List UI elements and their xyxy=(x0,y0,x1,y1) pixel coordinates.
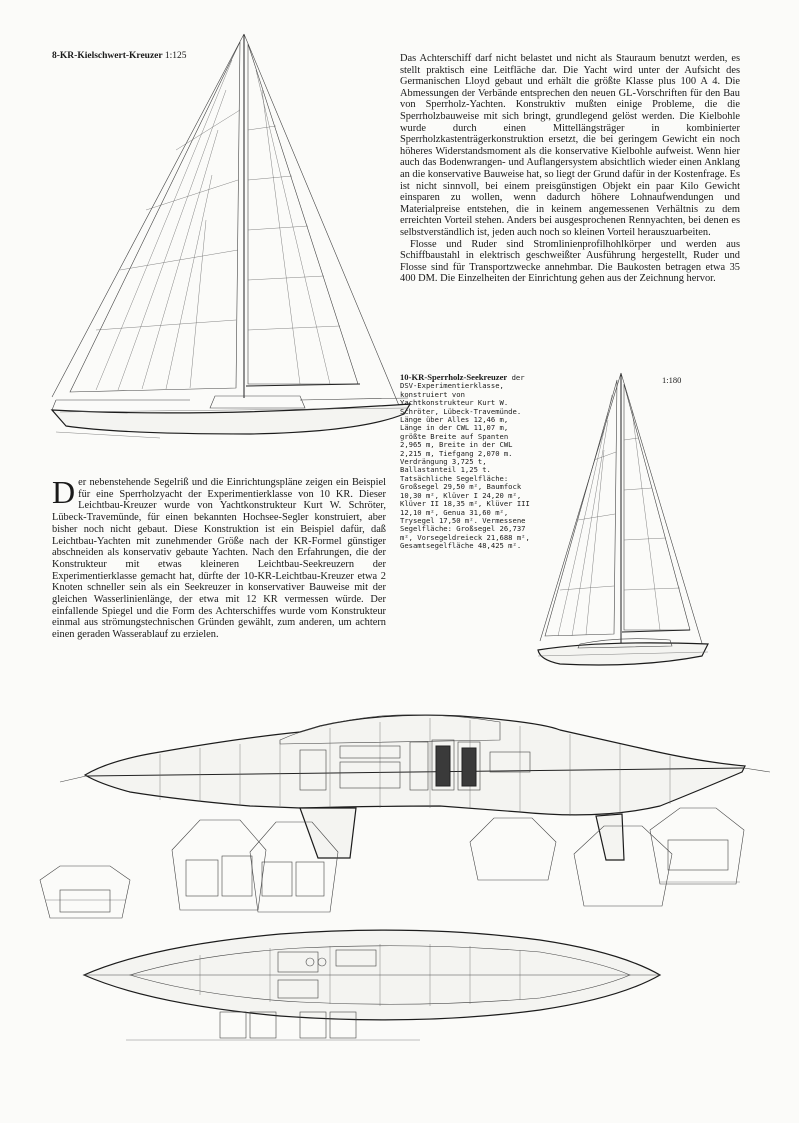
specs-text: der DSV-Experimentierklasse, konstruiert von Yachtkonstrukteur Kurt W. Schröter, Lübeck-Travemünde. Länge über Alles 12,46 m, Länge in der CWL 11,07 m, größte Breite auf Spanten 2,965 m, Breite in der CWL 2,215 m, Tiefgang 2,070 m. Verdrängung 3,725 t, Ballastanteil 1,25 t. Tatsächliche Segelfläche: Großsegel 29,50 m², Baumfock 10,30 m², Klüver I 24,20 m², Klüver II 18,35 m², Klüver III 12,10 m², Genua 31,60 m², Trysegel 17,50 m². Vermessene Segelfläche: Großsegel 26,737 m², Vorsegeldreieck 21,688 m², Gesamtsegelfläche 48,425 m². xyxy=(400,373,530,551)
caption-scale: 1:125 xyxy=(164,51,187,61)
sail-plan-10kr xyxy=(538,373,708,665)
article-right-column xyxy=(400,53,740,285)
sail-plan-8kr-caption xyxy=(52,51,186,61)
article-paragraph: Flosse und Ruder sind Stromlinienprofilhohlkörper und werden aus Schiffbaustahl in elektrisch geschweißter Ausführung hergestellt, Ruder und Flosse sind für Transportzwecke annehmbar. Die Baukosten betragen etwa 35 400 DM. Die Einzelheiten der Einrichtung gehen aus der Zeichnung hervor. xyxy=(400,238,740,285)
specs-block xyxy=(400,373,530,551)
article-paragraph: er nebenstehende Segelriß und die Einrichtungspläne zeigen ein Beispiel für eine Sperrholzyacht der Experimentierklasse von 10 KR. Dieser Leichtbau-Kreuzer wurde von Yachtkonstrukteur Kurt W. Schröter, Lübeck-Travemünde, für einen bekannten Hochsee-Segler konstruiert, aber bisher noch nicht gebaut. Diese Konstruktion ist ein Beispiel dafür, daß Leichtbau-Yachten mit zunehmender Größe nach der KR-Formel günstiger abschneiden als konservativ gebaute Yachten. Nach den Erfahrungen, die der Konstrukteur mit etwas kleineren Leichtbau-Seekreuzern der Experimentierklasse gemacht hat, dürfte der 10-KR-Leichtbau-Kreuzer etwa 2 Knoten schneller sein als ein Seekreuzer in konservativer Bauweise mit der gleichen Wasserlinienlänge, der etwa mit 12 KR vermessen würde. Der einfallende Spiegel und die Form des Achterschiffes wurde vom Konstrukteur einmal aus strömungstechnischen Gründen gewählt, zum anderen, um achtern einen geraden Wasserablauf zu erzielen. xyxy=(52,477,386,641)
article-left-column xyxy=(52,474,386,641)
interior-profile-drawing xyxy=(60,715,770,860)
deck-plan-drawing xyxy=(84,930,660,1040)
cross-sections xyxy=(40,808,744,918)
sail-plan-10kr-scale: 1:180 xyxy=(662,375,682,385)
caption-title: 8-KR-Kielschwert-Kreuzer xyxy=(52,51,163,61)
article-paragraph: Das Achterschiff darf nicht belastet und nicht als Stauraum benutzt werden, es stellt praktisch eine Leitfläche dar. Die Yacht wird unter der Aufsicht des Germanischen Lloyd gebaut und erhält die größte Klasse plus 100 A 4. Die Abmessungen der Verbände entsprechen den neuen GL-Vorschriften für den Bau von Sperrholz-Yachten. Konstruktiv mußten einige Probleme, die die Sperrholzbauweise mit sich bringt, grundlegend gelöst werden. Die Kielbohle wurde durch einen Mittellängsträger in kombinierter Sperrholzkastenträgerkonstruktion ersetzt, die bei geringem Gewicht ein noch höheres Widerstandsmoment als die konservative Kielbohle aufweist. Wenn hier auch das Bodenwrangen- und Auflangersystem absichtlich wieder einen Anklang an die konservative Bauweise hat, so liegt der Grund dafür in der Kostenfrage. Es ist nicht sinnvoll, bei einem preisgünstigen Objekt ein paar Kilo Gewicht einsparen zu wollen, wenn dadurch höhere Lohnaufwendungen und Materialpreise entstehen, die in keinem angemessenen Verhältnis zu dem erreichten Vorteil stehen. Anders bei ausgesprochenen Rennyachten, bei denen es selbstverständlich ist, jeden auch noch so kleinen Vorteil herauszuarbeiten. xyxy=(400,53,740,238)
drop-cap: D xyxy=(52,474,76,510)
specs-title: 10-KR-Sperrholz-Seekreuzer xyxy=(400,372,508,382)
sail-plan-8kr xyxy=(52,34,410,438)
